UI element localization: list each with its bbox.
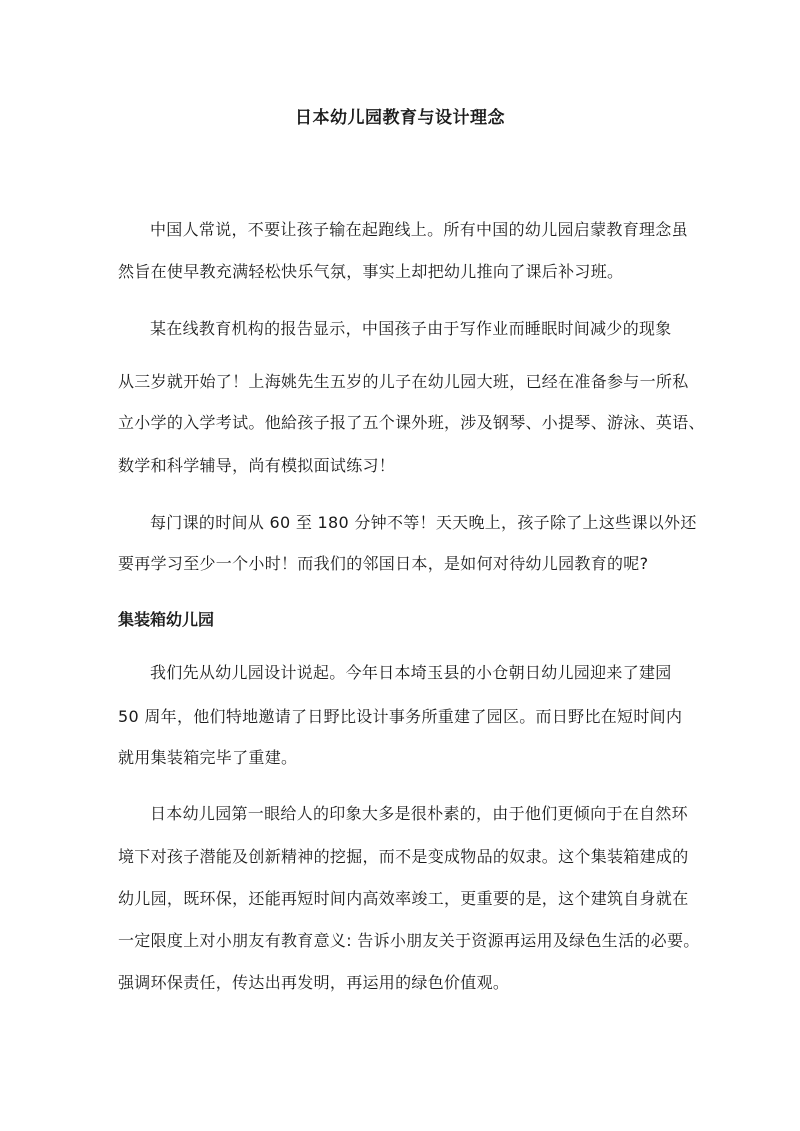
paragraph-5-line-1: 日本幼儿园第一眼给人的印象大多是很朴素的，由于他们更倾向于在自然环 xyxy=(150,804,688,823)
document-title: 日本幼儿园教育与设计理念 xyxy=(295,108,505,128)
paragraph-5-line-2: 境下对孩子潜能及创新精神的挖掘，而不是变成物品的奴隶。这个集装箱建成的 xyxy=(118,847,689,866)
paragraph-4-line-1: 我们先从幼儿园设计说起。今年日本埼玉县的小仓朝日幼儿园迎来了建园 xyxy=(150,663,672,682)
paragraph-5-line-5: 强调环保责任，传达出再发明，再运用的绿色价值观。 xyxy=(118,973,510,992)
paragraph-3-line-2: 要再学习至少一个小时！而我们的邻国日本，是如何对待幼儿园教育的呢? xyxy=(118,554,649,573)
paragraph-5-line-4: 一定限度上对小朋友有教育意义: 告诉小朋友关于资源再运用及绿色生活的必要。 xyxy=(118,931,700,950)
paragraph-4-line-2: 50 周年，他们特地邀请了日野比设计事务所重建了园区。而日野比在短时间内 xyxy=(118,707,683,726)
paragraph-3-line-1: 每门课的时间从 60 至 180 分钟不等！天天晚上，孩子除了上这些课以外还 xyxy=(150,513,697,532)
paragraph-2-line-4: 数学和科学辅导，尚有模拟面试练习！ xyxy=(118,456,396,475)
paragraph-4-line-3: 就用集装箱完毕了重建。 xyxy=(118,748,298,767)
paragraph-2-line-3: 立小学的入学考试。他給孩子报了五个课外班，涉及钢琴、小提琴、游泳、英语、 xyxy=(118,413,705,432)
paragraph-5-line-3: 幼儿园，既环保，还能再短时间内高效率竣工，更重要的是，这个建筑自身就在 xyxy=(118,889,689,908)
paragraph-2-line-2: 从三岁就开始了！上海姚先生五岁的儿子在幼儿园大班，已经在准备参与一所私 xyxy=(118,372,689,391)
section-heading: 集装箱幼儿园 xyxy=(118,610,215,629)
paragraph-2-line-1: 某在线教育机构的报告显示，中国孩子由于写作业而睡眠时间减少的现象 xyxy=(150,319,672,338)
paragraph-1-line-1: 中国人常说，不要让孩子输在起跑线上。所有中国的幼儿园启蒙教育理念虽 xyxy=(150,220,688,239)
paragraph-1-line-2: 然旨在使早教充满轻松快乐气氛，事实上却把幼儿推向了课后补习班。 xyxy=(118,262,624,281)
